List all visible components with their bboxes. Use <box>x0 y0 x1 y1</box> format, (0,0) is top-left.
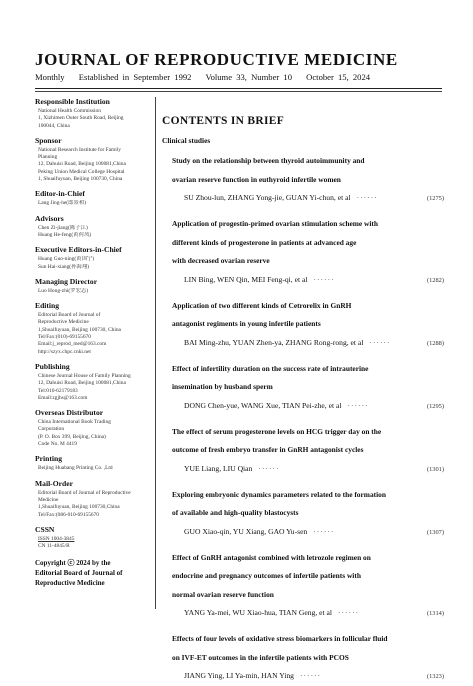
issue-date: October 15, 2024 <box>306 72 371 82</box>
masthead-section <box>35 245 149 271</box>
masthead-line: National Health Commission <box>38 108 101 114</box>
column-divider <box>155 97 156 609</box>
masthead-sidebar <box>35 97 149 588</box>
leader-dots: ······ <box>299 671 322 680</box>
masthead-line: 1, Xizhimen Outer South Road, Beijing <box>38 115 124 122</box>
masthead-line: 12, Dahuisi Road, Beijing 100081,China <box>38 161 126 168</box>
masthead-line: CN 11-4845/R <box>38 543 70 550</box>
article-title-line[interactable]: on IVF-ET outcomes in the infertile patients with PCOS <box>172 652 349 662</box>
masthead-line: Huang He-feng(黄荷凤) <box>38 231 92 238</box>
leader-dots: ······ <box>369 337 391 347</box>
journal-title: JOURNAL OF REPRODUCTIVE MEDICINE <box>35 50 398 69</box>
leader-dots: ······ <box>313 526 335 536</box>
masthead-line: 100044, China <box>38 122 70 129</box>
masthead-line: Luo Hong-zhi(罗宏志) <box>38 287 89 294</box>
masthead-heading: Executive Editors-in-Chief <box>35 245 122 255</box>
article-title-line[interactable]: of available and high-quality blastocysts <box>172 508 299 517</box>
article-title-line[interactable]: different kinds of progesterone in patients at advanced age <box>172 237 357 247</box>
contents-column <box>162 115 444 686</box>
masthead-section <box>35 277 149 295</box>
article-authors: BAI Ming-zhu, YUAN Zhen-ya, ZHANG Rong-rong, et al <box>184 337 364 347</box>
masthead-line: http://szyx.chpc.cnki.net <box>38 348 91 355</box>
leader-dots: ······ <box>313 274 335 284</box>
masthead-line: 1,Shuaifuyuan, Beijing 100730,China <box>38 504 120 511</box>
masthead-line: (P. O. Box 399, Beijing, China) <box>38 433 106 440</box>
issue-info <box>35 72 380 82</box>
masthead-line: 1, Shuaifuyuan, Beijing 100730, China <box>38 176 123 183</box>
article-title-line[interactable]: with decreased ovarian reserve <box>172 256 270 265</box>
article-entry[interactable] <box>162 215 444 290</box>
article-page-number: (1295) <box>426 402 444 410</box>
category-heading: Clinical studies <box>162 136 211 145</box>
article-title-line[interactable]: ovarian reserve function in euthyroid infertile women <box>172 174 341 184</box>
article-authors-row <box>184 667 444 686</box>
article-authors: DONG Chen-yue, WANG Xue, TIAN Pei-zhe, et al <box>184 400 342 410</box>
article-title-line[interactable]: Application of two different kinds of Cetrorelix in GnRH <box>172 300 352 310</box>
masthead-section <box>35 301 149 356</box>
article-authors: GUO Xiao-qin, YU Xiang, GAO Yu-sen <box>184 526 308 536</box>
article-page-number: (1301) <box>426 465 444 473</box>
established: Established in September 1992 <box>78 72 192 82</box>
masthead-line: Code No. M 4419 <box>38 441 77 448</box>
masthead-line: 1,Shuaifuyuan, Beijing 100730, China <box>38 326 121 333</box>
masthead-line: Editorial Board of Journal of <box>38 312 101 319</box>
article-authors-row <box>184 604 444 623</box>
article-authors-row <box>184 271 444 290</box>
article-authors-row <box>184 460 444 479</box>
copyright-line: Reproductive Medicine <box>35 579 105 588</box>
masthead-line: Chinese Journal House of Family Planning <box>38 372 131 379</box>
masthead-heading: Sponsor <box>35 135 62 145</box>
masthead-section <box>35 479 149 519</box>
article-entry[interactable] <box>162 360 444 416</box>
masthead-section <box>35 189 149 207</box>
article-entry[interactable] <box>162 152 444 208</box>
masthead-heading: Advisors <box>35 213 64 223</box>
article-title-line[interactable]: Application of progestin-primed ovarian stimulation scheme with <box>172 219 378 228</box>
masthead-heading: Editor-in-Chief <box>35 189 85 199</box>
article-title-line[interactable]: normal ovarian reserve function <box>172 589 274 599</box>
article-authors: LIN Bing, WEN Qin, MEI Feng-qi, et al <box>184 274 308 284</box>
masthead-section <box>35 525 149 551</box>
header-rule-thick <box>35 88 442 89</box>
masthead-section <box>35 136 149 183</box>
masthead-line: Planning <box>38 154 58 161</box>
masthead-line: Tel/Fax:(010)-69155670 <box>38 334 91 341</box>
masthead-section <box>35 408 149 448</box>
article-authors-row <box>184 523 444 542</box>
contents-title: CONTENTS IN BRIEF <box>162 115 285 127</box>
article-title-line[interactable]: insemination by husband sperm <box>172 382 273 391</box>
masthead-heading: Publishing <box>35 361 70 371</box>
article-authors: YUE Liang, LIU Qian <box>184 463 253 473</box>
article-authors: JIANG Ying, LI Ya-min, HAN Ying <box>184 671 294 680</box>
copyright-line: Editorial Board of Journal of <box>35 569 123 578</box>
article-entry[interactable] <box>162 297 444 353</box>
article-title-line[interactable]: The effect of serum progesterone levels on HCG trigger day on the <box>172 426 382 436</box>
copyright-line: Copyright ⓒ 2024 by the <box>35 559 111 568</box>
masthead-line: 12, Dahuisi Road, Beijing 100081,China <box>38 380 126 387</box>
article-authors: YANG Ya-mei, WU Xiao-hua, TIAN Geng, et al <box>184 608 332 617</box>
article-title-line[interactable]: antagonist regiments in young infertile patients <box>172 319 321 328</box>
article-authors-row <box>184 334 444 353</box>
article-title-line[interactable]: Study on the relationship between thyroid autoimmunity and <box>172 156 365 165</box>
masthead-line: Email:zgjhs@163.com <box>38 394 88 401</box>
article-entry[interactable] <box>162 423 444 479</box>
masthead-line: Reproductive Medicine <box>38 319 89 326</box>
masthead-line: Tel/Fax:(086-010-69155670 <box>38 511 100 518</box>
article-list <box>162 152 444 686</box>
leader-dots: ······ <box>337 608 360 617</box>
masthead-line: Sun Hai-xiang(孙海翔) <box>38 263 90 270</box>
frequency: Monthly <box>35 72 65 82</box>
article-page-number: (1314) <box>426 610 444 617</box>
masthead-section <box>35 214 149 240</box>
masthead-line: Medicine <box>38 496 59 503</box>
masthead-heading: Printing <box>35 454 63 464</box>
masthead-heading: Editing <box>35 301 60 311</box>
article-page-number: (1307) <box>426 528 444 536</box>
masthead-line: China International Book Trading <box>38 419 111 426</box>
article-page-number: (1288) <box>426 339 444 347</box>
masthead-section <box>35 454 149 472</box>
article-page-number: (1323) <box>426 673 444 680</box>
masthead-heading: Managing Director <box>35 276 98 286</box>
masthead-section <box>35 362 149 402</box>
article-title-line[interactable]: endocrine and pregnancy outcomes of infertile patients with <box>172 571 361 580</box>
article-page-number: (1282) <box>426 276 444 284</box>
masthead-line: ISSN 1004-3845 <box>38 535 75 542</box>
article-page-number: (1275) <box>426 195 444 202</box>
article-title-line[interactable]: Effects of four levels of oxidative stress biomarkers in follicular fluid <box>172 634 388 643</box>
article-authors: SU Zhou-lun, ZHANG Yong-jie, GUAN Yi-chun, et al <box>184 193 351 202</box>
masthead-heading: Mail-Order <box>35 478 73 488</box>
article-authors-row <box>184 397 444 416</box>
masthead-line: Peking Union Medical College Hospital <box>38 168 125 175</box>
leader-dots: ······ <box>258 463 280 473</box>
masthead-line: Editorial Board of Journal of Reproductive <box>38 489 131 496</box>
article-entry[interactable] <box>162 486 444 542</box>
leader-dots: ······ <box>347 400 369 410</box>
volume-number: Volume 33, Number 10 <box>205 72 292 82</box>
header-rule-thin <box>35 91 442 92</box>
masthead-line: Tel:010-62179183 <box>38 387 78 394</box>
article-entry[interactable] <box>162 630 444 686</box>
masthead-line: Beijing Huabang Printing Co. ,Ltd <box>38 465 113 472</box>
leader-dots: ······ <box>356 193 378 202</box>
masthead-line: Lang Jing-he(郎景和) <box>38 200 87 207</box>
masthead-heading: Overseas Distributor <box>35 408 104 418</box>
article-authors-row <box>184 189 444 208</box>
masthead-heading: CSSN <box>35 524 55 534</box>
article-entry[interactable] <box>162 549 444 624</box>
masthead-section <box>35 97 149 130</box>
masthead-line: National Research Institute for Family <box>38 146 121 153</box>
masthead-line: Huang Guo-ning(黄国宁) <box>38 256 95 263</box>
masthead-heading: Responsible Institution <box>35 97 110 106</box>
article-title-line[interactable]: Effect of GnRH antagonist combined with letrozole regimen on <box>172 552 371 562</box>
article-title-line[interactable]: outcome of fresh embryo transfer in GnRH antagonist cycles <box>172 445 364 454</box>
masthead-line: Email:j_reprod_med@163.com <box>38 341 107 348</box>
article-title-line[interactable]: Exploring embryonic dynamics parameters related to the formation <box>172 489 386 499</box>
masthead-line: Corporation <box>38 426 65 433</box>
copyright-notice <box>35 558 149 588</box>
article-title-line[interactable]: Effect of infertility duration on the success rate of intrauterine <box>172 363 369 373</box>
masthead-line: Chen Zi-jiang(陈子江) <box>38 224 88 231</box>
